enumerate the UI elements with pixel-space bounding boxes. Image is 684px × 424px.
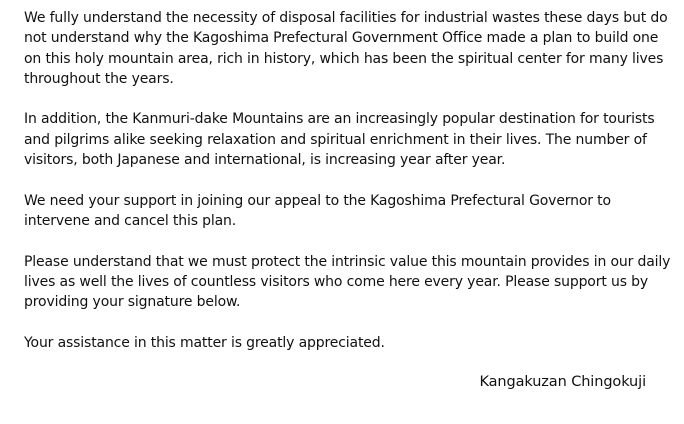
paragraph-line: In addition, the Kanmuri-dake Mountains are an increasingly popular destination for tourists bbox=[24, 111, 655, 128]
paragraph-line: throughout the years. bbox=[24, 70, 174, 87]
paragraph-disposal-facilities bbox=[24, 8, 668, 89]
paragraph-line: We fully understand the necessity of disposal facilities for industrial wastes these days but do bbox=[24, 10, 668, 26]
paragraph-appeal bbox=[24, 191, 664, 232]
paragraph-line: intervene and cancel this plan. bbox=[24, 212, 237, 229]
paragraph-line: not understand why the Kagoshima Prefectural Government Office made a plan to build one bbox=[24, 30, 659, 47]
signature: Kangakuzan Chingokuji bbox=[479, 374, 646, 390]
paragraph-line: Please understand that we must protect the intrinsic value this mountain provides in our daily bbox=[24, 253, 671, 270]
paragraph-line: and pilgrims alike seeking relaxation and spiritual enrichment in their lives. The number of bbox=[24, 131, 647, 148]
paragraph-line: Your assistance in this matter is greatly appreciated. bbox=[24, 334, 385, 351]
paragraph-line: on this holy mountain area, rich in history, which has been the spiritual center for many lives bbox=[24, 50, 664, 67]
paragraph-line: visitors, both Japanese and international, is increasing year after year. bbox=[24, 152, 506, 169]
paragraph-line: We need your support in joining our appeal to the Kagoshima Prefectural Governor to bbox=[24, 192, 611, 209]
paragraph-closing bbox=[24, 333, 664, 353]
paragraph-line: providing your signature below. bbox=[24, 294, 241, 311]
paragraph-line: lives as well the lives of countless visitors who come here every year. Please support us by bbox=[24, 273, 649, 290]
paragraph-tourism bbox=[24, 109, 664, 170]
letter-body bbox=[24, 8, 671, 373]
paragraph-protect-value bbox=[24, 252, 671, 313]
